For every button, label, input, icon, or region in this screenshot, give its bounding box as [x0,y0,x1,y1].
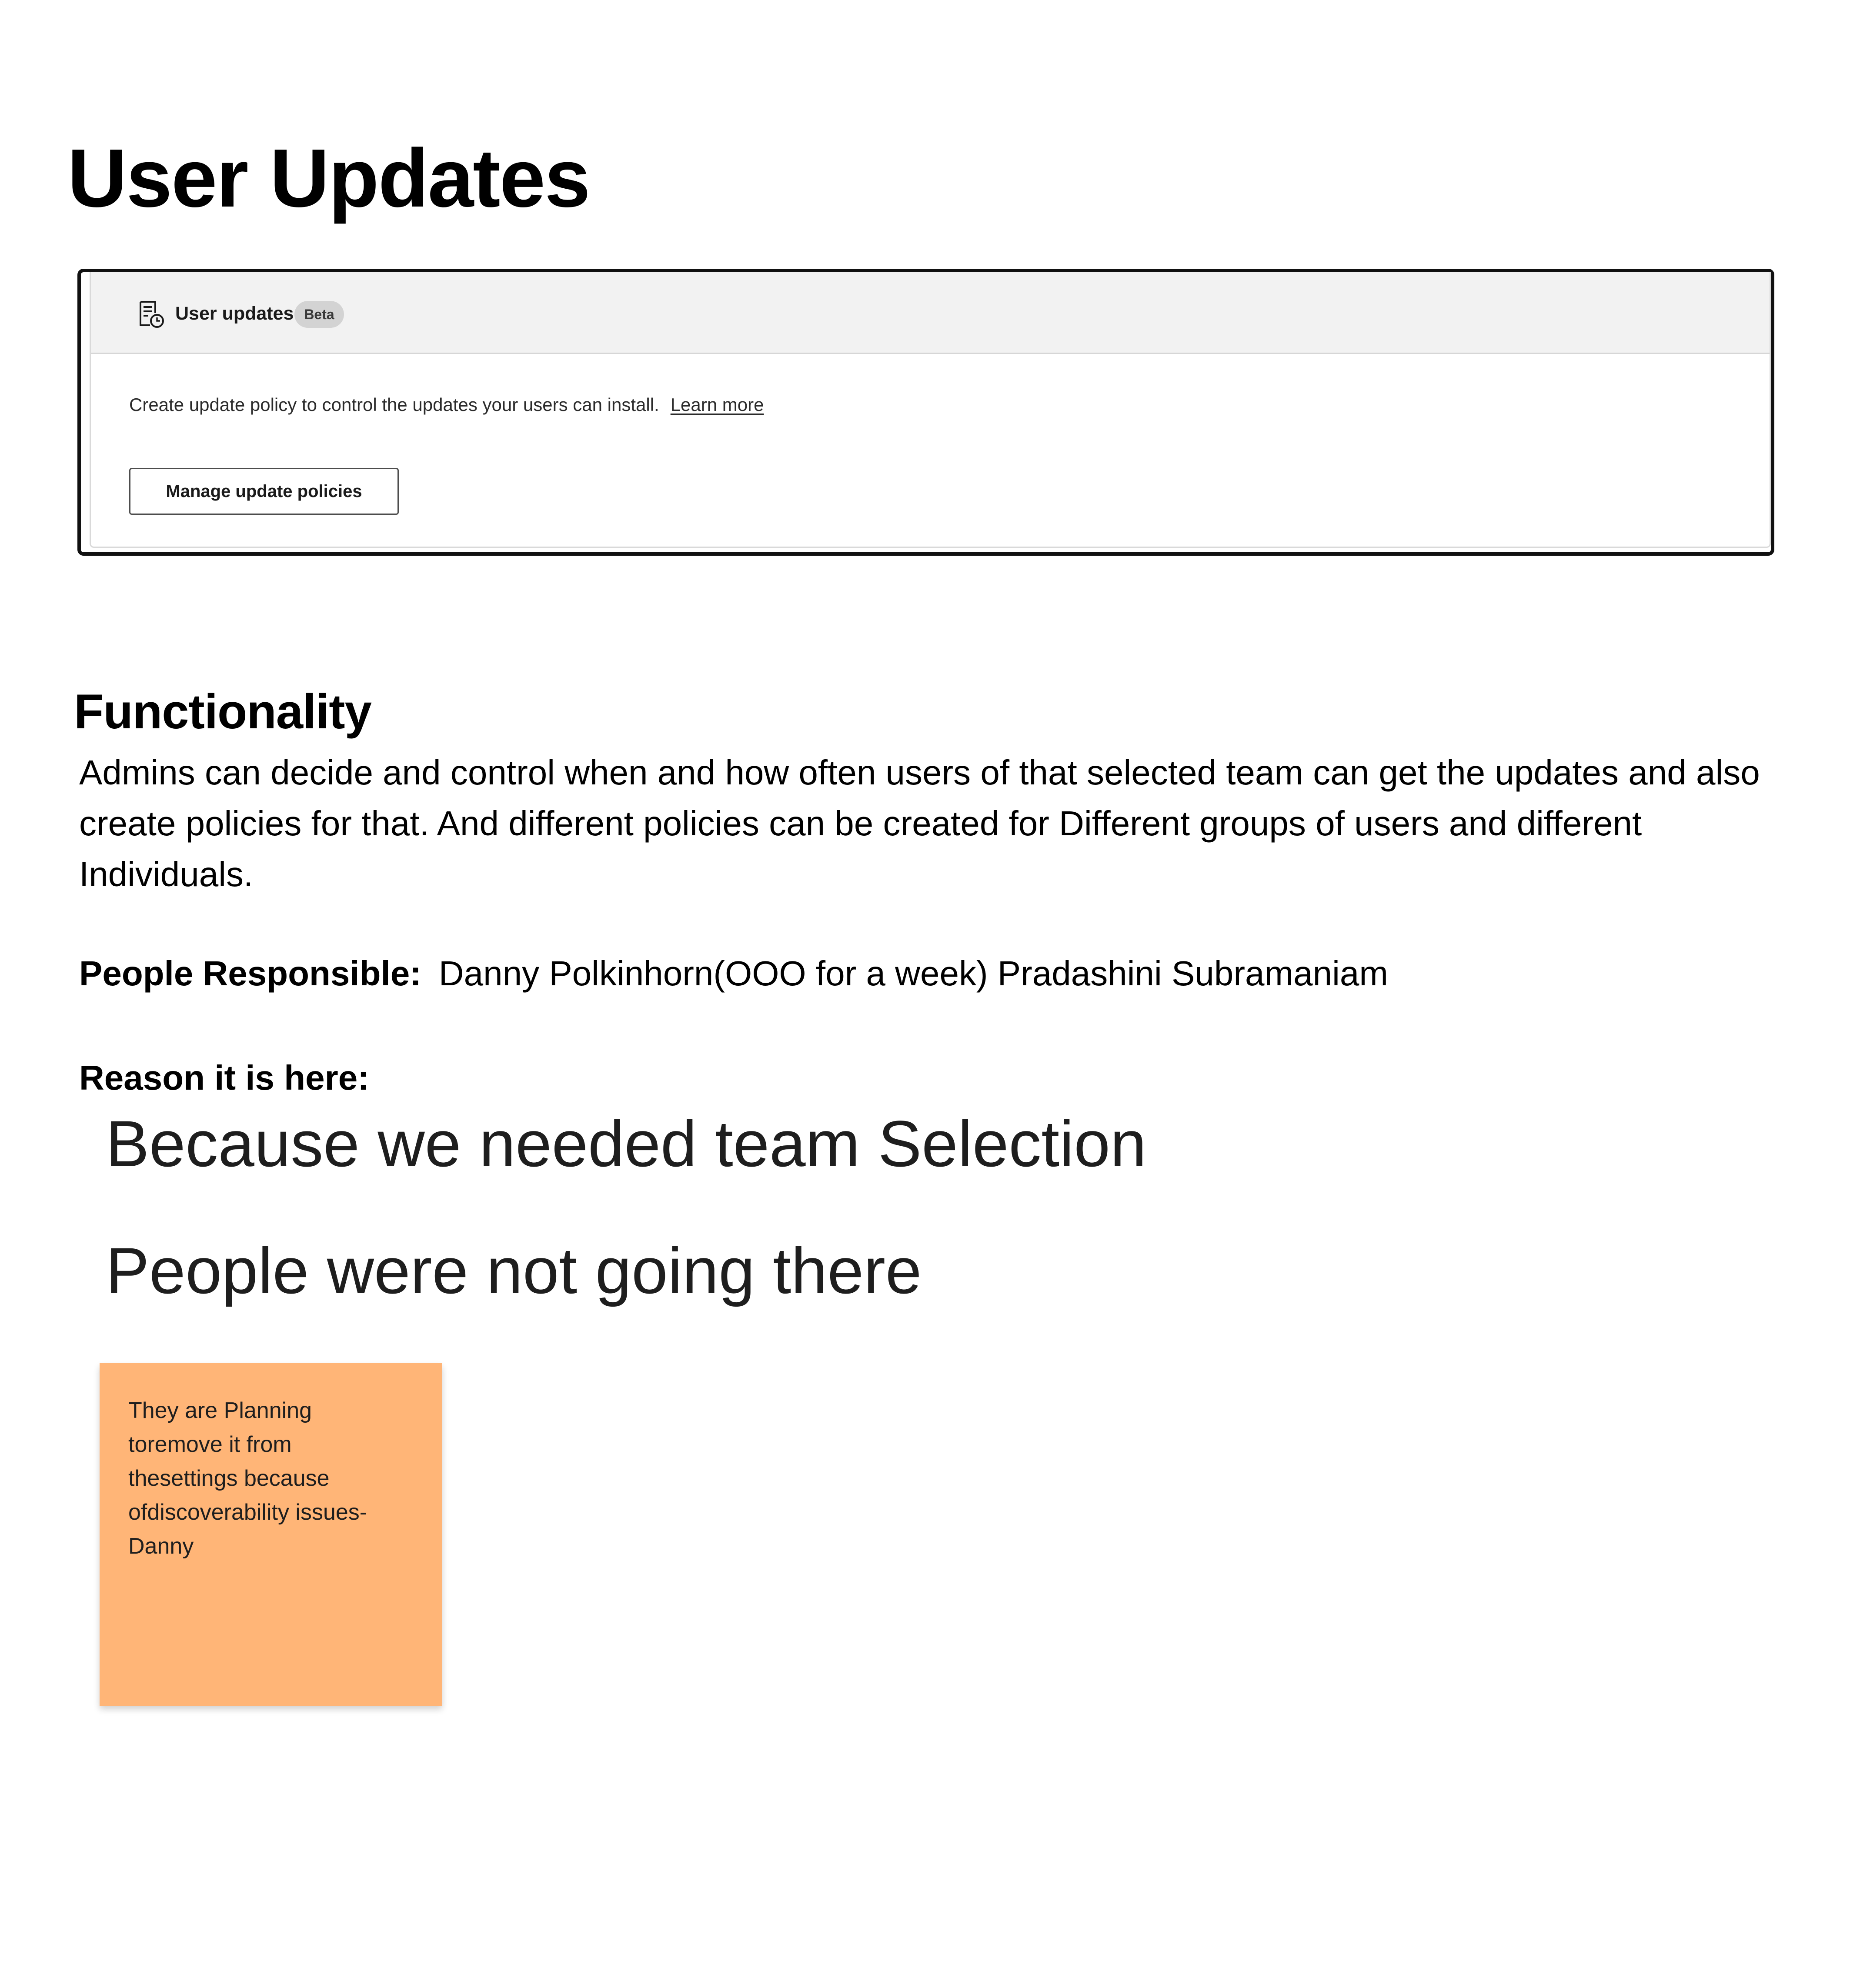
sticky-note[interactable] [100,1363,442,1706]
panel-header [91,272,1770,354]
manage-update-policies-button[interactable]: Manage update policies [129,468,399,515]
people-responsible [79,948,1388,999]
user-updates-screenshot [77,269,1774,556]
sticky-note-text: They are Planning toremove it from thesettings because ofdiscoverability issues- Danny [128,1398,367,1559]
panel-description [129,393,764,417]
functionality-heading: Functionality [74,684,371,739]
learn-more-link[interactable]: Learn more [670,394,764,415]
panel-title: User updates [175,303,294,324]
panel-description-text: Create update policy to control the updates your users can install. [129,394,659,415]
reason-label: Reason it is here: [79,1058,369,1097]
page-title: User Updates [67,132,590,224]
user-updates-panel [90,272,1771,548]
reason-line-1: Because we needed team Selection [106,1107,1147,1180]
people-responsible-label: People Responsible: [79,954,421,993]
beta-badge: Beta [294,301,344,328]
functionality-description: Admins can decide and control when and how often users of that selected team can get the updates and also create policies for that. And different policies can be created for Different groups of users and different Individuals. [79,753,1760,894]
people-responsible-value: Danny Polkinhorn(OOO for a week) Pradashini Subramaniam [438,954,1389,993]
reason-line-2: People were not going there [106,1234,922,1307]
document-clock-icon [138,300,165,329]
